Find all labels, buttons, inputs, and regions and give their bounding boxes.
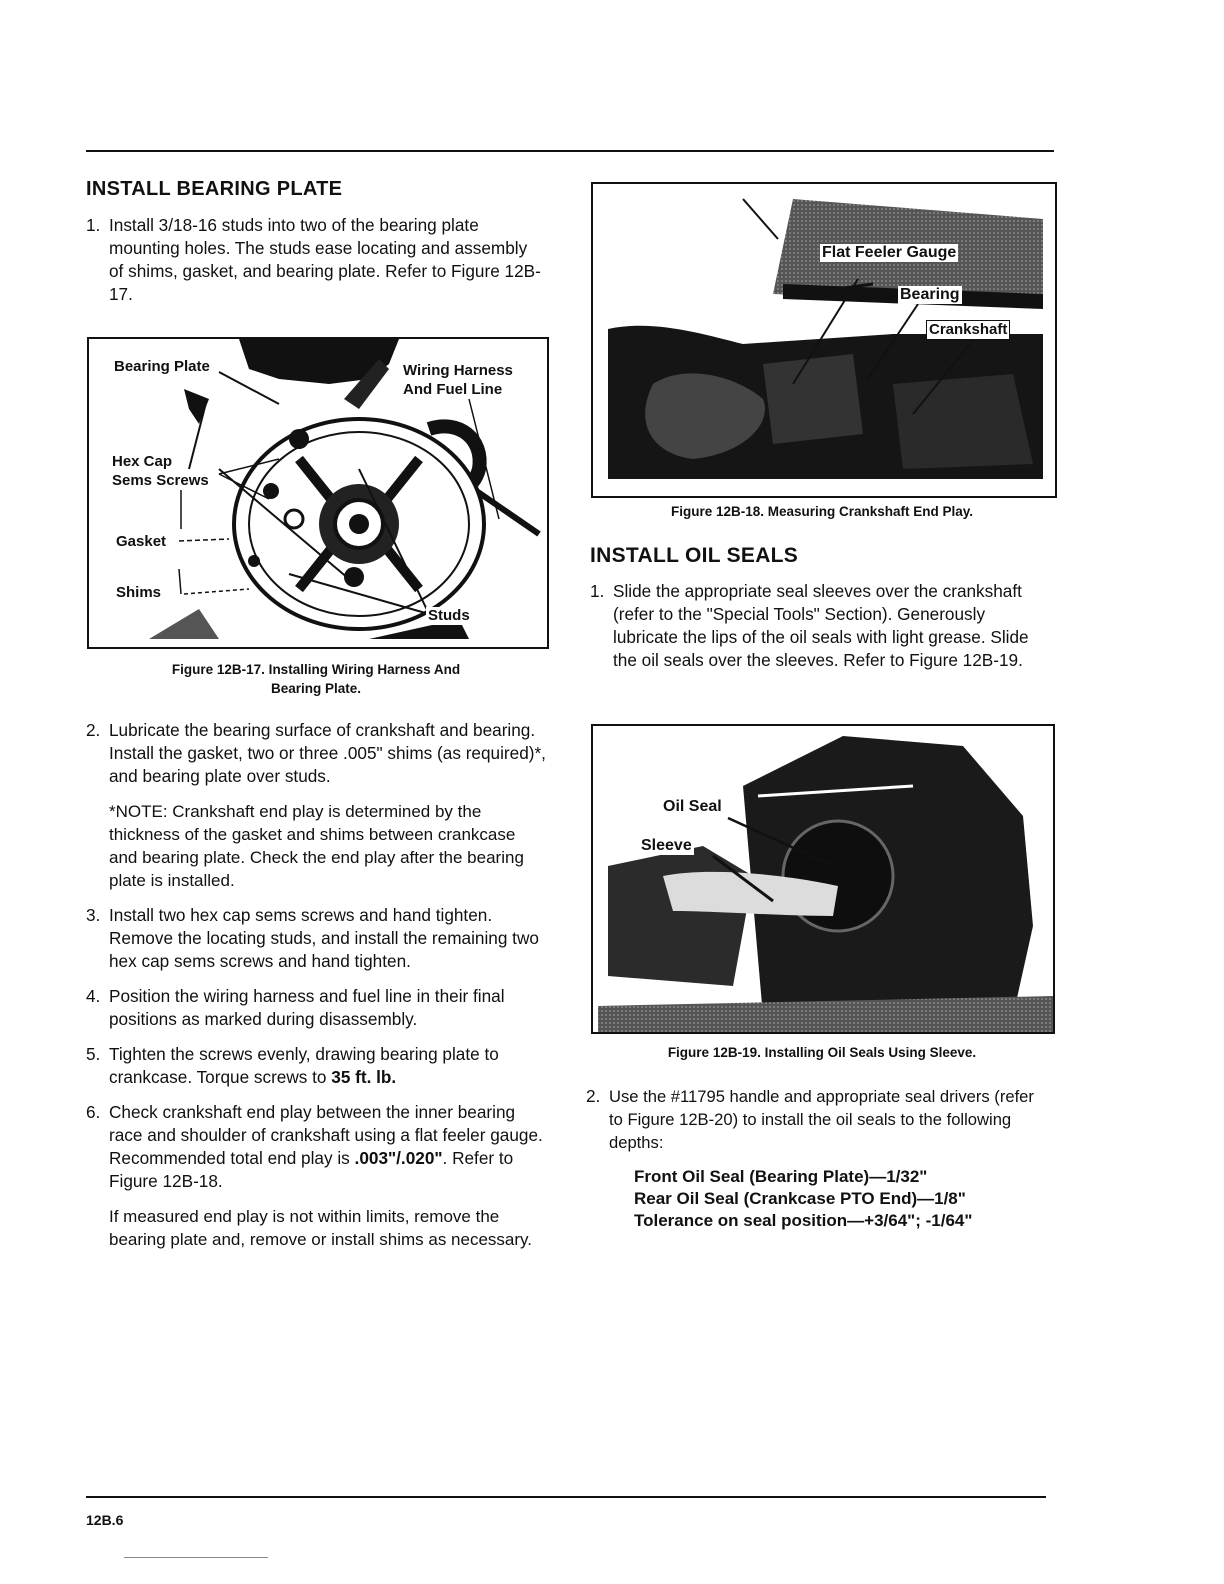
step-text: Lubricate the bearing surface of crankshaft and bearing. Install the gasket, two or three .005" shims (as required)*, and bearing plate over studs. — [109, 720, 546, 786]
seal-depths — [634, 1166, 1048, 1232]
step-2 — [86, 719, 546, 788]
label-bearing-plate: Bearing Plate — [114, 358, 210, 375]
end-play-value: .003"/.020" — [354, 1148, 443, 1168]
figure-12b-19-caption: Figure 12B-19. Installing Oil Seals Using Sleeve. — [667, 1045, 977, 1060]
step-text — [109, 1101, 546, 1193]
step-1 — [86, 214, 546, 306]
depth-rear-seal: Rear Oil Seal (Crankcase PTO End)—1/8" — [634, 1189, 966, 1208]
caption-line1: Figure 12B-17. Installing Wiring Harness And — [171, 662, 461, 677]
step-1-oil-seals — [590, 580, 1052, 672]
figure-12b-17 — [87, 337, 549, 649]
label-oil-seal: Oil Seal — [663, 798, 722, 815]
step-2-oil-seals — [586, 1085, 1048, 1154]
label-shims: Shims — [116, 584, 162, 601]
step-6-followup: If measured end play is not within limits, remove the bearing plate and, remove or install shims as necessary. — [109, 1207, 532, 1249]
right-column — [590, 544, 1052, 672]
step-6 — [86, 1101, 546, 1193]
label-wiring-harness-line1: Wiring Harness — [403, 362, 513, 379]
left-column-lower — [86, 719, 546, 1251]
figure-12b-18-caption: Figure 12B-18. Measuring Crankshaft End Play. — [670, 504, 974, 519]
label-hex-cap-line1: Hex Cap — [112, 453, 173, 470]
step-number: 3. — [86, 905, 101, 925]
figure-12b-18 — [591, 182, 1057, 498]
label-crankshaft: Crankshaft — [926, 320, 1010, 340]
step-text-part: . Refer to Figure 12B-18. — [109, 1148, 514, 1191]
torque-value: 35 ft. lb. — [331, 1067, 397, 1087]
step-5 — [86, 1043, 546, 1089]
label-bearing: Bearing — [900, 286, 960, 303]
step-text-part: Check crankshaft end play between the inner bearing race and shoulder of crankshaft using a flat feeler gauge. Recommended total end play is — [109, 1102, 543, 1168]
label-sleeve: Sleeve — [641, 837, 692, 854]
step-text: Install 3/18-16 studs into two of the bearing plate mounting holes. The studs ease locating and assembly of shims, gasket, and bearing plate. Refer to Figure 12B-17. — [109, 215, 541, 304]
label-studs: Studs — [428, 607, 470, 624]
note-end-play: *NOTE: Crankshaft end play is determined by the thickness of the gasket and shims between crankcase and bearing plate. Check the end play after the bearing plate is installed. — [109, 802, 524, 890]
step-text: Position the wiring harness and fuel line in their final positions as marked during disassembly. — [109, 986, 505, 1029]
step-number: 4. — [86, 986, 101, 1006]
end-play-photo — [593, 184, 1055, 496]
caption-line2: Bearing Plate. — [270, 681, 362, 696]
step-number: 1. — [590, 581, 605, 601]
step-3 — [86, 904, 546, 973]
top-rule — [86, 150, 1054, 152]
step-4 — [86, 985, 546, 1031]
step-text: Use the #11795 handle and appropriate seal drivers (refer to Figure 12B-20) to install the oil seals to the following depths: — [609, 1087, 1034, 1152]
label-gasket: Gasket — [116, 533, 167, 550]
depth-tolerance: Tolerance on seal position—+3/64"; -1/64" — [634, 1211, 973, 1230]
step-text — [109, 1043, 546, 1089]
right-column-lower — [586, 1085, 1048, 1232]
footer-underline — [124, 1557, 268, 1558]
depth-front-seal: Front Oil Seal (Bearing Plate)—1/32" — [634, 1167, 928, 1186]
oil-seal-photo — [593, 726, 1053, 1032]
step-number: 1. — [86, 215, 101, 235]
figure-12b-19-frame — [591, 724, 1055, 1034]
figure-12b-17-caption — [86, 660, 546, 698]
left-column — [86, 178, 546, 306]
step-number: 5. — [86, 1044, 101, 1064]
step-text-part: Tighten the screws evenly, drawing bearing plate to crankcase. Torque screws to — [109, 1044, 499, 1087]
section-heading-bearing-plate: INSTALL BEARING PLATE — [86, 178, 343, 200]
label-hex-cap-line2: Sems Screws — [112, 472, 209, 489]
step-number: 2. — [86, 720, 101, 740]
page-number: 12B.6 — [86, 1512, 124, 1528]
step-text: Slide the appropriate seal sleeves over the crankshaft (refer to the "Special Tools" Section). Generously lubricate the lips of the oil seals with light grease. Slide the oil seals over the sleeves. Refer to Figure 12B-19. — [613, 581, 1029, 670]
label-wiring-harness-line2: And Fuel Line — [403, 381, 503, 398]
bottom-rule — [86, 1496, 1046, 1498]
step-number: 2. — [586, 1086, 601, 1106]
step-text: Install two hex cap sems screws and hand tighten. Remove the locating studs, and install the remaining two hex cap sems screws and hand tighten. — [109, 905, 539, 971]
section-heading-oil-seals: INSTALL OIL SEALS — [590, 544, 799, 567]
label-flat-feeler-gauge: Flat Feeler Gauge — [822, 244, 957, 261]
step-number: 6. — [86, 1102, 101, 1122]
